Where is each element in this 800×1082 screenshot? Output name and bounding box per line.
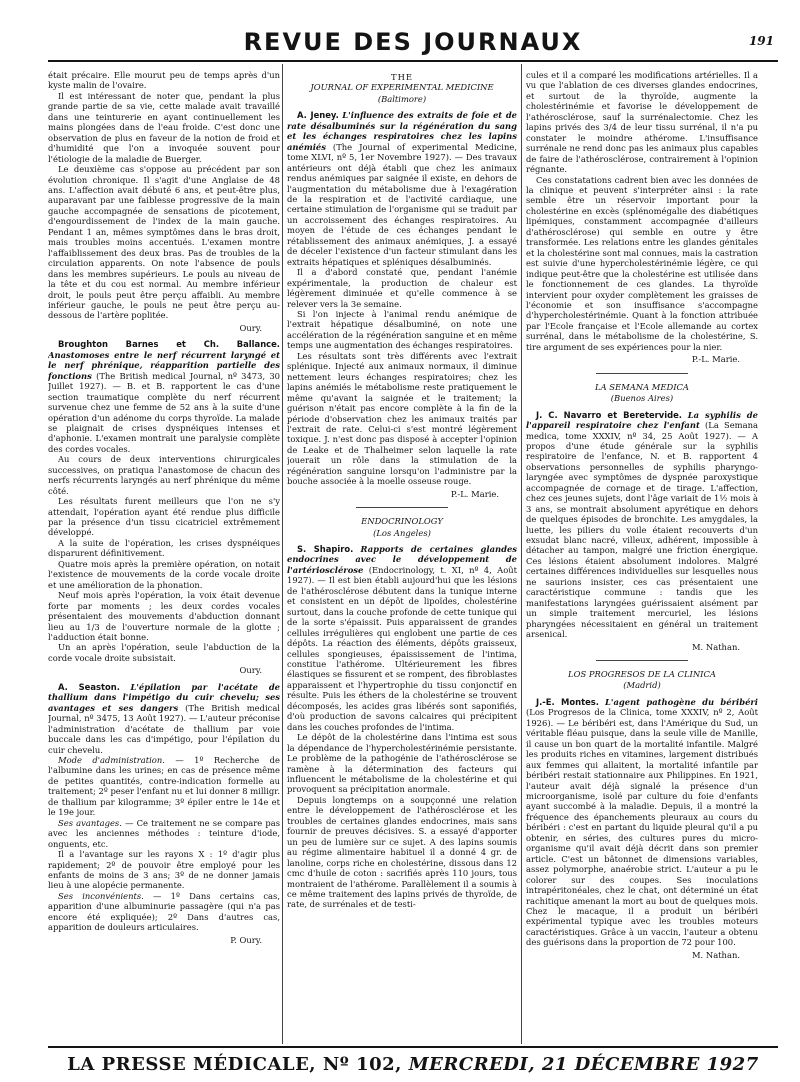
journal-article: THE [390,72,413,82]
journal-city: (Baltimore) [377,93,427,104]
signature: P.-L. Marie. [450,488,499,499]
journal-name: LA SEMANA MEDICA [595,381,689,392]
paragraph-text: — 1º Recherche de l'albumine dans les urines; en cas de présence même de petites quantités, contre-indication formelle au traitement; 2º peser l'enfant nu et lui donner 8 milligr. de thallium par kilogramme; 3º épiler entre le 14e et le 19e jour. [48,755,280,818]
article-reference: (The British medical Journal, nº 3473, 30 Juillet 1927). — B. et B. rapportent le cas d'une section traumatique complète du nerf récurrent survenue chez une femme de 52 ans à la suite d'une opération d'un adénome du corps thyroïde. La malade se plaignait de crises dyspnéiques intenses et d'aphonie. L'examen montrait une paralysie complète des cordes vocales. [48,370,280,454]
article-author: J. C. Navarro et Beretervide. [536,409,682,420]
article-abstract [287,110,517,267]
article-title: L'agent pathogène du béribéri [605,696,758,707]
paragraph: était précaire. Elle mourut peu de temps après d'un kyste malin de l'ovaire. [48,70,280,91]
page-footer [48,1046,778,1074]
article-abstract [526,697,758,948]
column-middle [287,70,517,1040]
paragraph [48,818,280,849]
paragraph: Il a l'avantage sur les rayons X : 1º d'agir plus rapidement; 2º de pouvoir être employé pour les enfants de moins de 3 ans; 3º de ne donner jamais lieu à une alopécie permanente. [48,849,280,891]
paragraph: Les résultats furent meilleurs que l'on ne s'y attendait, l'opération ayant été rendue plus difficile par la présence d'un tissu cicatriciel extrêmement développé. [48,496,280,538]
column-divider [282,64,283,1044]
footer-rule [48,1046,778,1048]
page-number: 191 [748,34,774,48]
subsection-label: Mode d'administration. [58,755,165,765]
journal-heading [526,669,758,679]
section-title: REVUE DES JOURNAUX [243,28,583,56]
journal-name: JOURNAL OF EXPERIMENTAL MEDICINE [310,82,494,93]
paragraph-text: — Ce traitement ne se compare pas avec les anciennes méthodes : teinture d'iode, onguents, etc. [48,817,280,849]
header-rule [48,60,778,62]
paragraph: A la suite de l'opération, les crises dyspnéiques disparurent définitivement. [48,537,280,559]
paragraph-text: — 1º Dans certains cas, apparition d'une albuminurie passagère (qui n'a pas encore été expliquée); 2º Dans d'autres cas, apparition de douleurs articulaires. [48,890,280,933]
article-author: S. Shapiro. [297,544,354,555]
article-title: Rapports de certaines glandes endocrines avec le développement de l'artériosclérose [287,544,517,575]
section-rule [596,373,689,374]
article-abstract [526,410,758,640]
journal-heading [526,382,758,392]
article-title: Anastomoses entre le nerf récurrent laryngé et le nerf phrénique, réapparition partielle des fonctions [48,349,280,381]
paragraph: Ces constatations cadrent bien avec les données de la clinique et peuvent s'interpréter ainsi : la rate semble être un réservoir important pour la cholestérine en excès (splénomégalie des diabétiques lipémiques, constamment accompagnée d'ailleurs d'athérosclérose) qui semble en outre y être transformée. Les relations entre les glandes génitales et la cholestérine sont mal connues, mais la castration est suivie d'une hypercholestérinémie légère, ce qui indique peut-être que la cholestérine est utilisée dans le fonctionnement de ces glandes. La thyroïde intervient pour oxyder complètement les graisses de l'économie et son insuffisance s'accompagne d'hypercholestérinémie. Quant à la fonction attribuée par l'Ecole française et l'Ecole allemande au cortex surrénal, dans le métabolisme de la cholestérine, S. tire argument de ses expériences pour la nier. [526,174,758,352]
subsection-label: Ses avantages. [58,817,122,828]
journal-name: ENDOCRINOLOGY [361,516,443,527]
article-reference: (Los Progresos de la Clinica, tome XXXIV, nº 2, Août 1926). — Le béribéri est, dans l'Amérique du Sud, un véritable fléau puisque, dans la seule ville de Manille, il cause un bon quart de la mortalité infantile. Malgré les produits riches en vitamines, largement distribués aux femmes qui allaitent, la mortalité infantile par béribéri restait stationnaire aux Philippines. En 1921, l'auteur avait déjà signalé la présence d'un microorganisme, isolé par culture du foie d'enfants ayant succombé à la maladie. Depuis, il a montré la fréquence des épanchements pleuraux au cours du béribéri : c'est en partant du liquide pleural qu'il a pu obtenir, en séries, des cultures pures du micro-organisme qu'il avait déjà décrit dans son premier article. C'est un bâtonnet de dimensions variables, assez polymorphe, anaérobie strict. L'auteur a pu le colorer sur des coupes. Ses inoculations intrapéritonéales, chez le chat, ont déterminé un état rachitique amenant la mort au bout de quelques mois. Chez le macaque, il a produit un béribéri expérimental typique avec les troubles moteurs caractéristiques. Grâce à un vaccin, l'auteur a obtenu des guérisons dans la proportion de 72 pour 100. [526,707,758,948]
article-title: La syphilis de l'appareil respiratoire chez l'enfant [526,409,758,431]
paragraph: cules et il a comparé les modifications artérielles. Il a vu que l'ablation de ces diverses glandes endocrines, et surtout de la thyroïde, augmente la cholestérinémie et favorise le développement de l'athérosclérose, sauf la surrénalectomie. Chez les lapins privés des 3/4 de leur tissu surrénal, il n'a pu constater le moindre athérome. L'insuffisance surrénale ne rend donc pas les animaux plus capables de faire de l'athérosclérose, contrairement à l'opinion régnante. [526,70,758,175]
issue-date: MERCREDI, 21 DÉCEMBRE 1927 [408,1054,759,1075]
article-author: Broughton Barnes et Ch. Ballance. [58,339,280,350]
paragraph: Quatre mois après la première opération, on notait l'existence de mouvements de la corde vocale droite et une amélioration de la phonation. [48,558,280,590]
article-abstract [48,339,280,454]
article-reference: (Endocrinology, t. XI, nº 4, Août 1927). — Il est bien établi aujourd'hui que les lésions de l'athérosclérose débutent dans la tunique interne et consistent en un dépôt de lipoïdes, cholestérine surtout, dans la couche profonde de cette tunique qui de la sorte s'épaissit. Puis apparaissent de grandes cellules irrégulières qui englobent une partie de ces dépôts. La réaction des éléments, dépôts graisseux, cellules spongieuses, épaississement de l'intima, constitue l'athérome. Ultérieurement les fibres élastiques se fissurent et se rompent, des fibroblastes apparaissent et l'hypertrophie du tissu conjonctif en résulte. Puis les éthers de la cholestérine se trouvent décomposés, les acides gras libérés sont saponifiés, d'où production de savons calcaires qui précipitent dans les couches profondes de l'intima. [287,564,517,732]
article-title: L'influence des extraits de foie et de rate désalbuminés sur la régénération du sang et les échanges respiratoires chez les lapins anémiés [287,110,517,152]
paragraph: Le dépôt de la cholestérine dans l'intima est sous la dépendance de l'hypercholestérinémie persistante. Le problème de la pathogénie de l'athérosclérose se ramène à la détermination des facteurs qui influencent le métabolisme de la cholestérine et qui provoquent sa précipitation anormale. [287,732,517,795]
page-header [48,20,778,60]
journal-heading [287,516,517,526]
journal-city: (Buenos Aires) [610,393,674,404]
article-author: A. Jeney. [297,110,339,121]
paragraph: Les résultats sont très différents avec l'extrait splénique. Injecté aux animaux normaux, il diminue nettement leurs échanges respiratoires; chez les lapins anémiés le métabolisme reste pratiquement le même qu'avant la saignée et le traitement; la guérison n'était pas encore complète à la fin de la période d'observation chez les animaux traités par l'extrait de rate. Celui-ci s'est montré légèrement toxique. J. n'est donc pas disposé à accepter l'opinion de Leake et de Thalheimer selon laquelle la rate jouerait un rôle dans la stimulation de la régénération sanguine lorsqu'on l'administre par la bouche associée à la moelle osseuse rouge. [287,350,517,487]
article-author: J.-E. Montes. [536,696,599,707]
paragraph: Il a d'abord constaté que, pendant l'anémie expérimentale, la production de chaleur est légèrement diminuée et qu'elle commence à se relever vers la 3e semaine. [287,267,517,309]
signature: P. Oury. [230,934,262,945]
article-abstract [287,544,517,732]
signature: M. Nathan. [691,949,740,960]
subsection-label: Ses inconvénients. [58,890,144,901]
paragraph [48,891,280,933]
column-divider [521,64,522,1044]
signature: Oury. [239,665,262,676]
journal-name: LA PRESSE MÉDICALE, [67,1054,317,1075]
journal-city: (Los Angeles) [373,527,431,538]
paragraph: Depuis longtemps on a soupçonné une relation entre le développement de l'athérosclérose et les troubles de certaines glandes endocrines, mais sans fournir de preuves décisives. S. a essayé d'apporter un peu de lumière sur ce sujet. A des lapins soumis au régime alimentaire habituel il a donné 4 gr. de lanoline, corps riche en cholestérine, dissous dans 12 cmc d'huile de coton : sacrifiés après 110 jours, tous montraient de l'athérome. Parallèlement il a soumis à ce même traitement des lapins privés de thyroïde, de rate, de surrénales et de testi- [287,794,517,910]
article-reference: (La Semana medica, tome XXXIV, nº 34, 25 Août 1927). — A propos d'une étude générale sur la syphilis respiratoire de l'enfance, N. et B. rapportent 4 observations personnelles de syphilis pharyngo-laryngée avec symptômes de dyspnée paroxystique accompagnée de cornage et de tirage. L'affection, chez ces jeunes sujets, dont l'âge variait de 1½ mois à 3 ans, se montrait absolument apyrétique en dehors de quelques épisodes de bronchite. Les amygdales, la luette, les piliers du voile étaient recouverts d'un exsudat blanc nacré, villeux, adhérent, impossible à détacher au tampon, malgré une friction énergique. Ces lésions étaient absolument indolores. Malgré certaines différences individuelles sur lesquelles nous ne saurions insister, ces cas présentaient une caractéristique commune : tandis que les manifestations laryngées guérissaient aisément par un simple traitement mercuriel, les lésions pharyngées nécessitaient en général un traitement arsenical. [526,420,758,640]
paragraph: Le deuxième cas s'oppose au précédent par son évolution chronique. Il s'agit d'une Anglaise de 48 ans. L'affection avait débuté 6 ans, et peut-être plus, auparavant par une faiblesse progressive de la main gauche accompagnée de sensations de picotement, d'engourdissement de l'index de la main gauche. Pendant 1 an, mêmes symptômes dans le bras droit, mais troubles moins accentués. L'examen montre l'affaiblissement des deux bras. Pas de troubles de la circulation apparents. On note l'absence de pouls dans les membres supérieurs. Le pouls au niveau de la tête et du cou est normal. Au membre inférieur droit, le pouls peut être perçu affaibli. Au membre inférieur gauche, le pouls ne peut être perçu au-dessous de l'artère poplitée. [48,164,280,321]
signature: Oury. [239,322,262,333]
paragraph [48,755,280,818]
signature: P.-L. Marie. [691,354,740,365]
paragraph: Au cours de deux interventions chirurgicales successives, on pratiqua l'anastomose de chacun des nerfs récurrents laryngés au nerf phrénique du même côté. [48,454,280,496]
paragraph: Un an après l'opération, seule l'abduction de la corde vocale droite subsistait. [48,642,280,663]
column-right [526,70,758,1040]
journal-heading [287,72,517,93]
footer-line [48,1054,778,1075]
section-rule [356,507,448,508]
article-reference: (The Journal of experimental Medicine, tome XLVI, nº 5, 1er Novembre 1927). — Des travaux antérieurs ont déjà établi que chez les animaux rendus anémiques par saignée il existe, en dehors de l'augmentation du métabolisme due à l'exagération de la respiration et de l'activité cardiaque, une certaine stimulation de l'organisme qui se traduit par un accroissement des échanges respiratoires. Au moyen de l'étude de ces échanges pendant le rétablissement des animaux anémiques, J. a essayé de déceler l'existence d'un facteur stimulant dans les extraits hépatiques et spléniques désalbuminés. [287,141,517,267]
paragraph: Il est intéressant de noter que, pendant la plus grande partie de sa vie, cette malade avait travaillé dans une teinturerie en ayant continuellement les mains plongées dans de l'eau froide. C'est donc une observation de plus en faveur de la notion de froid et d'humidité que l'on a invoquée souvent pour l'étiologie de la maladie de Buerger. [48,90,280,164]
article-title: L'épilation par l'acétate de thallium dans l'impétigo du cuir chevelu; ses avantages et ses dangers [48,681,280,713]
article-abstract [48,682,280,755]
column-left [48,70,280,1040]
signature: M. Nathan. [691,641,740,652]
article-author: A. Seaston. [58,681,120,692]
section-rule [596,660,689,661]
article-reference: (The British medical Journal, nº 3475, 13 Août 1927). — L'auteur préconise l'administration d'acétate de thallium par voie buccale dans les cas d'impétigo, pour l'épilation du cuir chevelu. [48,702,280,755]
paragraph: Si l'on injecte à l'animal rendu anémique de l'extrait hépatique désalbuminé, on note une accélération de la régénération sanguine et en même temps une augmentation des échanges respiratoires. [287,308,517,351]
journal-city: (Madrid) [623,680,661,691]
journal-name: LOS PROGRESOS DE LA CLINICA [568,669,716,680]
paragraph: Neuf mois après l'opération, la voix était devenue forte par moments ; les deux cordes vocales présentaient des mouvements d'abduction donnant lieu au 1/3 de l'ouverture normale de la glotte ; l'adduction était bonne. [48,590,280,643]
issue-number: Nº 102, [322,1054,402,1075]
